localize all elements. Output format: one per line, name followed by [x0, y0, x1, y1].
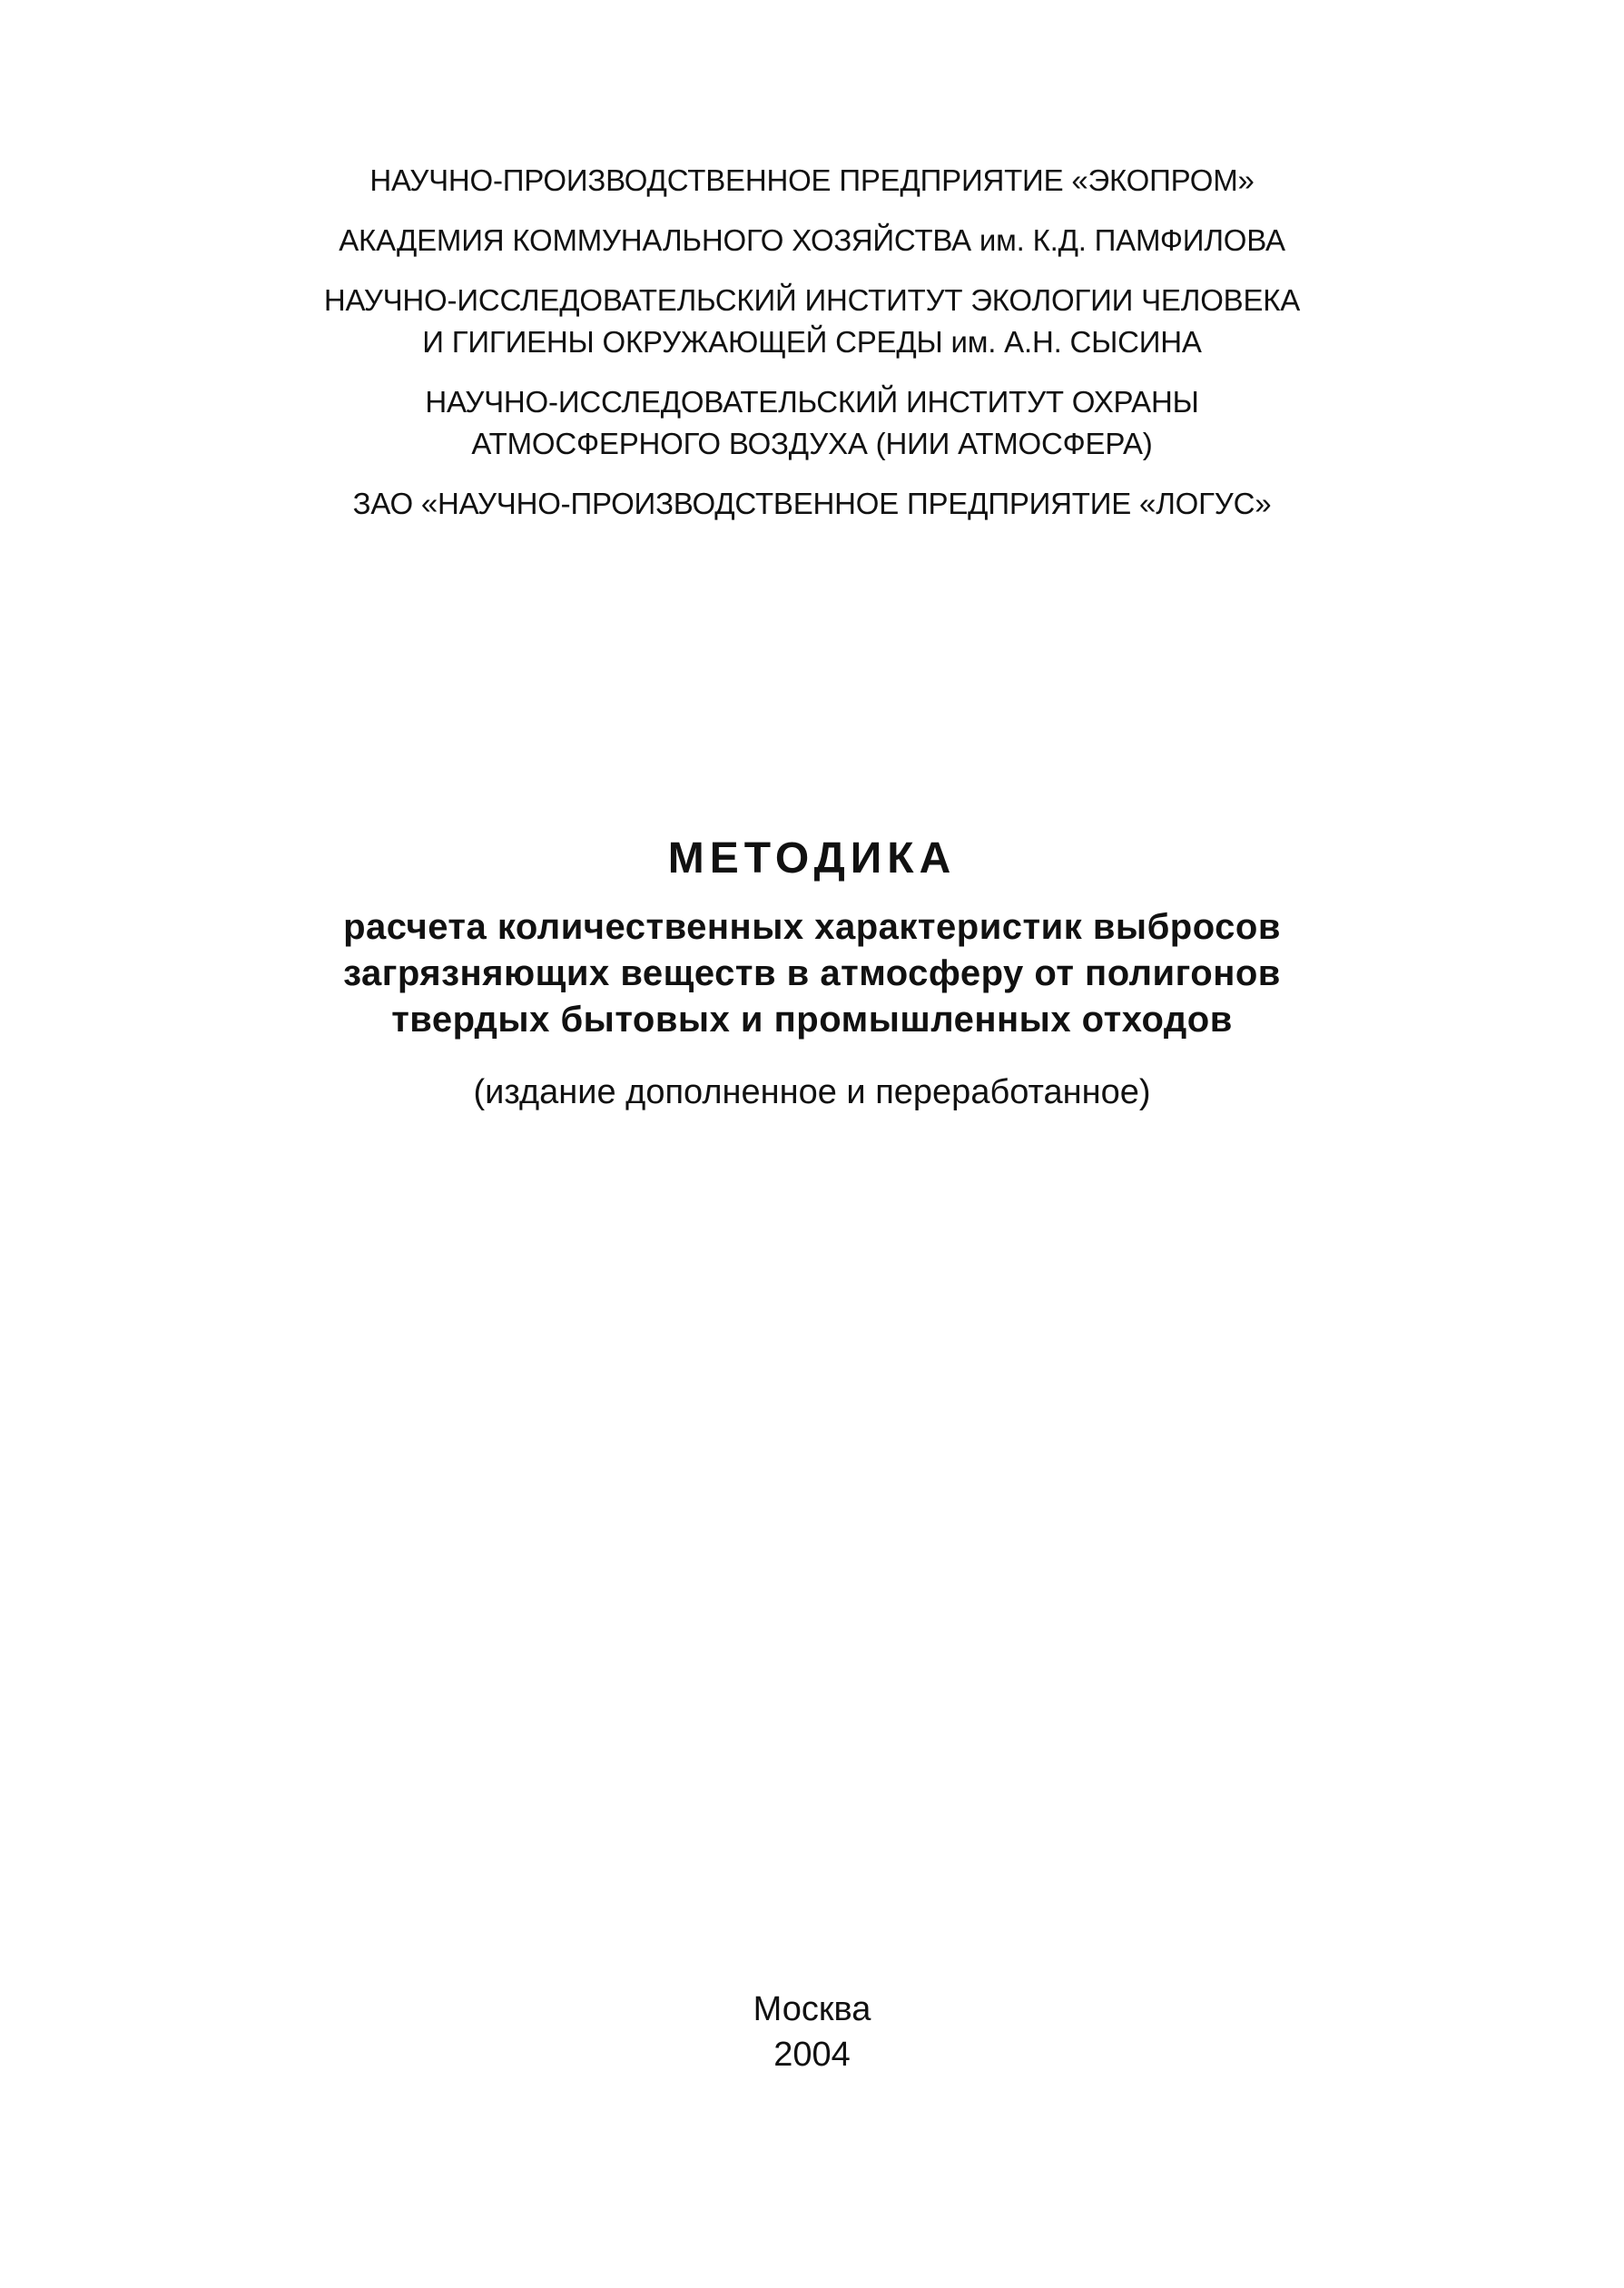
organization-academy: [0, 220, 1624, 261]
organization-line: НАУЧНО-ПРОИЗВОДСТВЕННОЕ ПРЕДПРИЯТИЕ «ЭКОПРОМ»: [369, 163, 1255, 197]
imprint-city: Москва: [753, 1990, 871, 2028]
organization-line: НАУЧНО-ИССЛЕДОВАТЕЛЬСКИЙ ИНСТИТУТ ЭКОЛОГИИ ЧЕЛОВЕКА: [323, 283, 1301, 317]
organization-sysin-institute: [0, 280, 1624, 363]
subtitle-line: твердых бытовых и промышленных отходов: [391, 1000, 1233, 1040]
organization-line: ЗАО «НАУЧНО-ПРОИЗВОДСТВЕННОЕ ПРЕДПРИЯТИЕ «ЛОГУС»: [352, 487, 1272, 520]
subtitle-line: загрязняющих веществ в атмосферу от полигонов: [343, 953, 1281, 993]
imprint-year: 2004: [773, 2036, 851, 2074]
organization-line: АТМОСФЕРНОГО ВОЗДУХА (НИИ АТМОСФЕРА): [471, 427, 1153, 460]
organization-line: НАУЧНО-ИССЛЕДОВАТЕЛЬСКИЙ ИНСТИТУТ ОХРАНЫ: [425, 385, 1199, 419]
organization-line: И ГИГИЕНЫ ОКРУЖАЮЩЕЙ СРЕДЫ им. А.Н. СЫСИНА: [422, 325, 1202, 359]
organization-logus: [0, 483, 1624, 525]
document-subtitle: [0, 904, 1624, 1043]
organization-line: АКАДЕМИЯ КОММУНАЛЬНОГО ХОЗЯЙСТВА им. К.Д. ПАМФИЛОВА: [339, 223, 1285, 257]
imprint: [0, 1987, 1624, 2077]
document-title-block: [0, 826, 1624, 1116]
organization-ekoprom: [0, 160, 1624, 202]
organization-nii-atmosfera: [0, 381, 1624, 465]
document-title: МЕТОДИКА: [667, 834, 957, 883]
edition-note: (издание дополненное и переработанное): [473, 1073, 1151, 1111]
subtitle-line: расчета количественных характеристик выбросов: [343, 907, 1281, 947]
organizations-list: [0, 160, 1624, 543]
